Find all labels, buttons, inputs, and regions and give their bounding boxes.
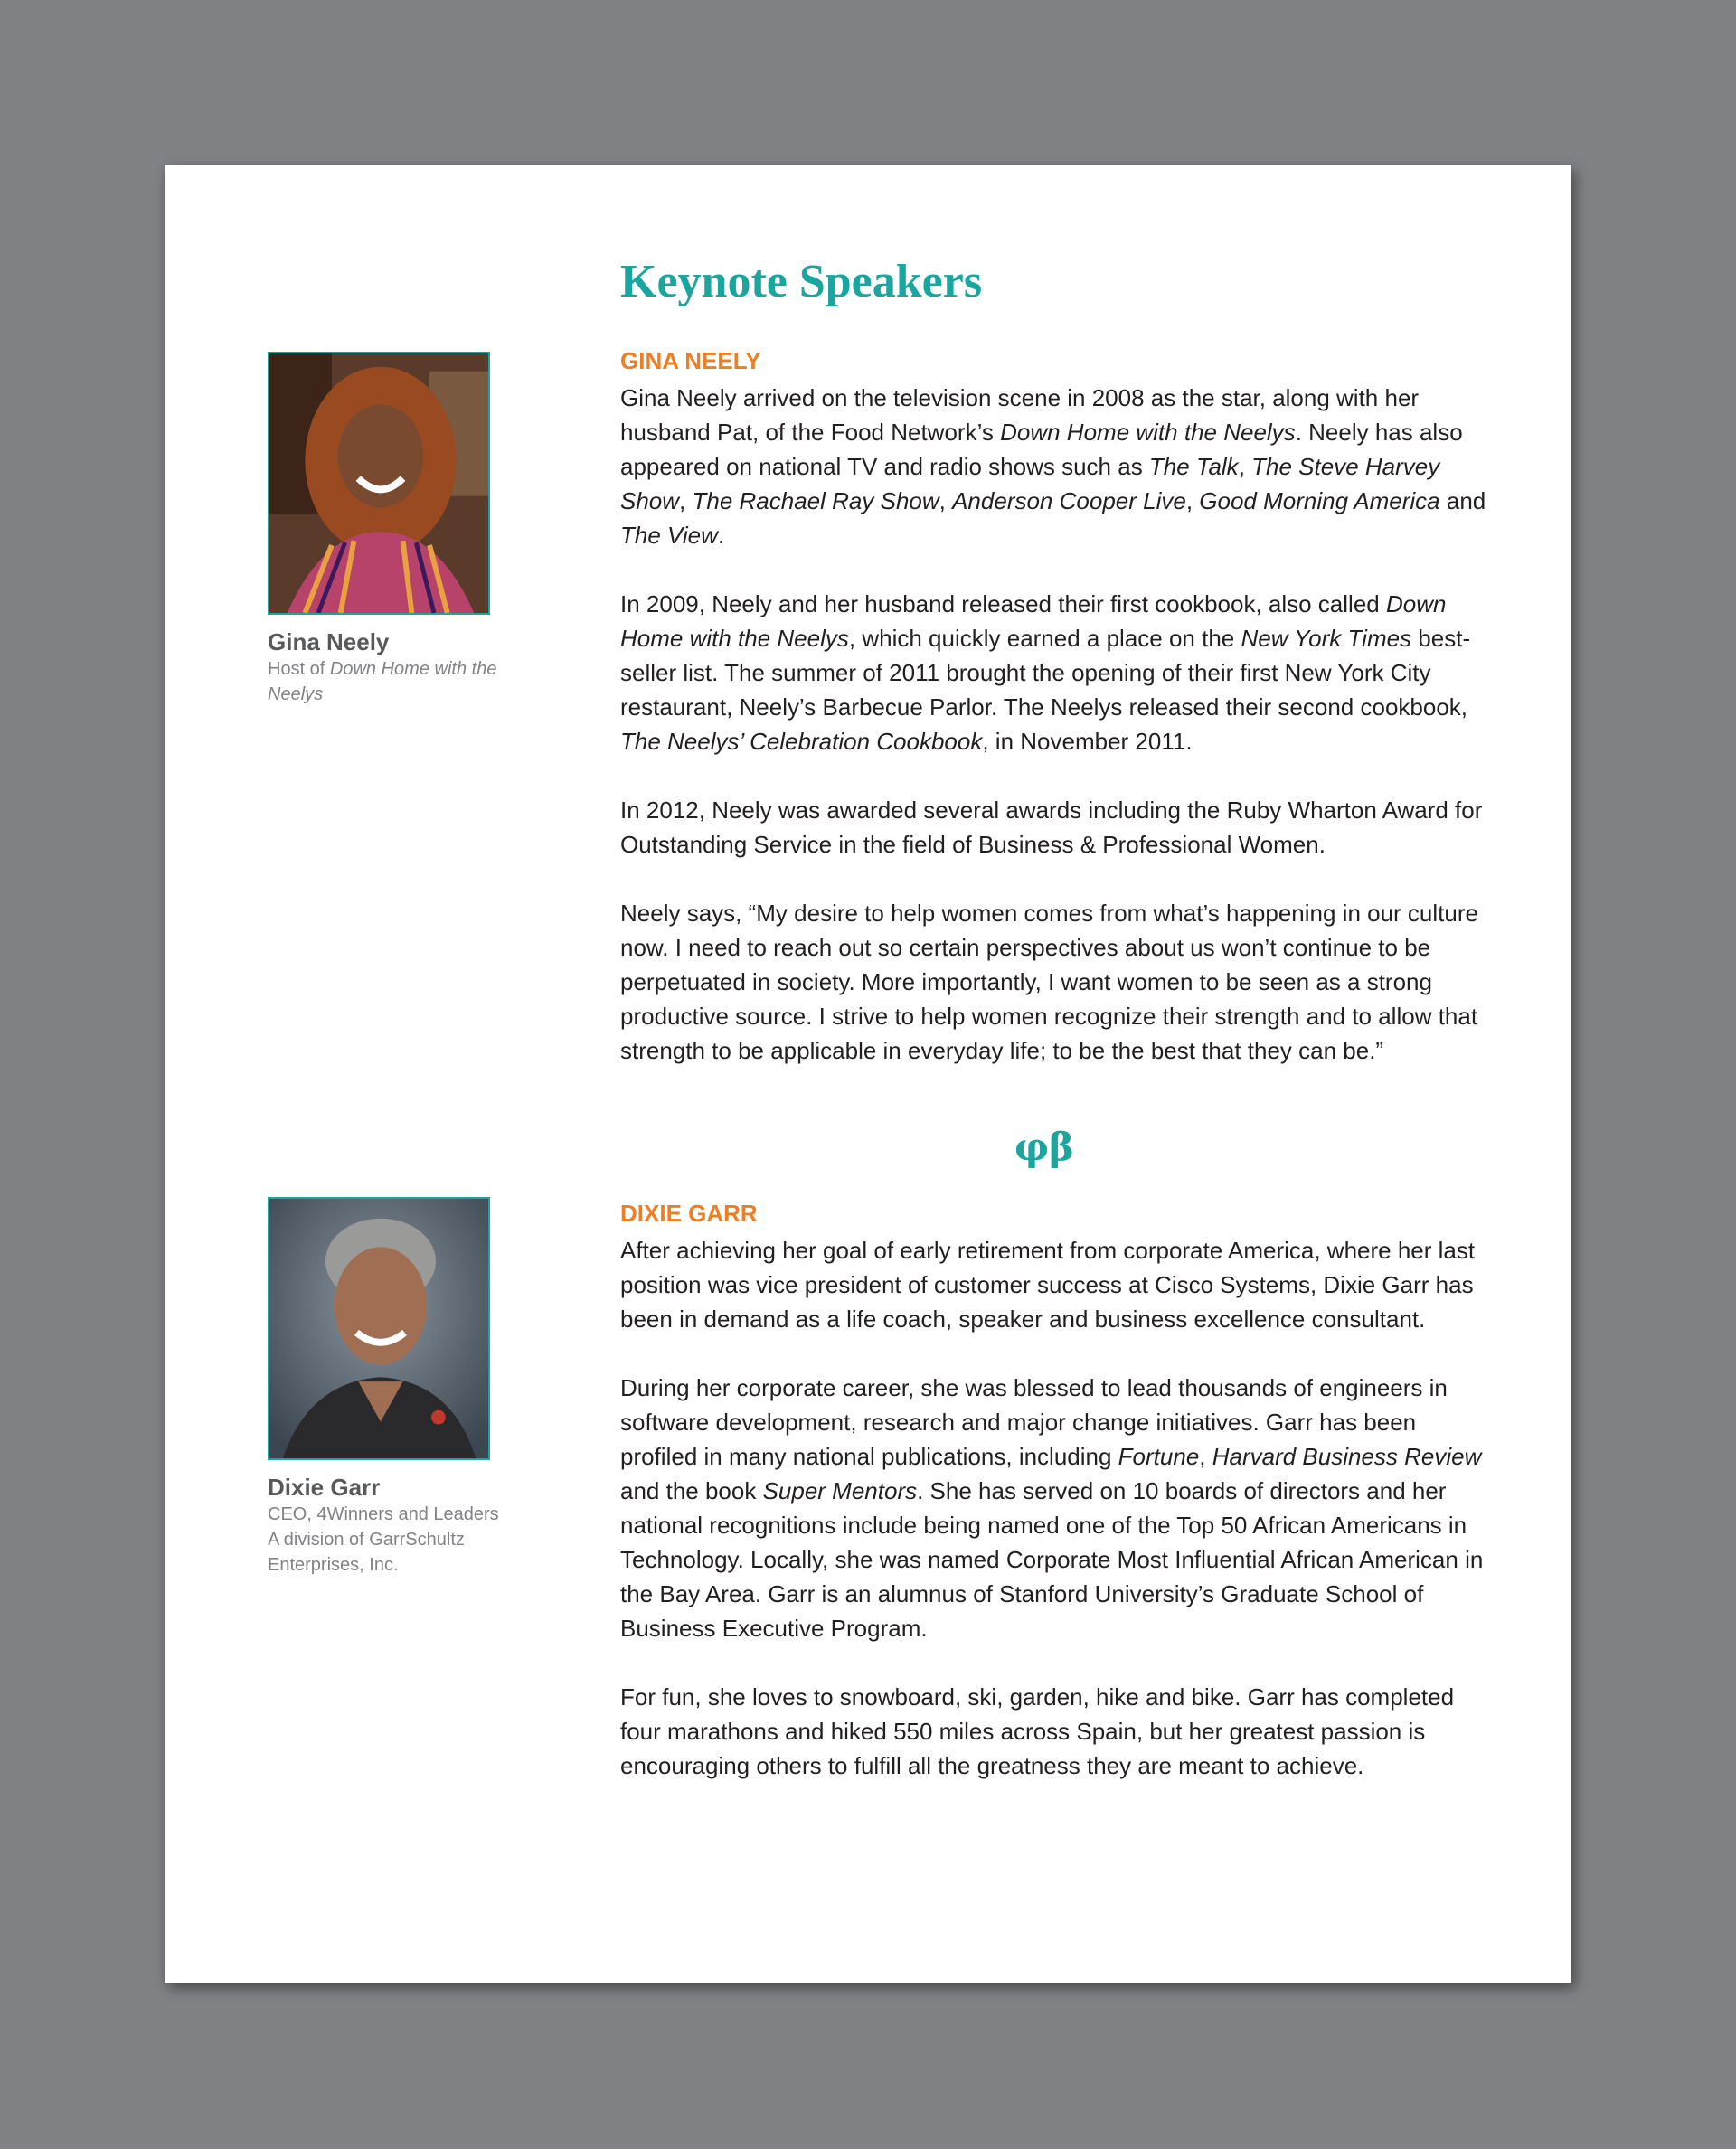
section-divider-ornament: φβ xyxy=(1014,1125,1074,1169)
bio-paragraph: In 2009, Neely and her husband released their first cookbook, also called Down Home with the Neelys, which quickly earned a place on the New York Times best-seller list. The summer of 2011 brought the opening of their first New York City restaurant, Neely’s Barbecue Parlor. The Neelys released their second cookbook, The Neelys’ Celebration Cookbook, in November 2011. xyxy=(620,590,1471,756)
speaker-sidebar-gina xyxy=(268,352,539,707)
speaker-bio-dixie xyxy=(620,1200,1488,1817)
bio-paragraph: After achieving her goal of early retirement from corporate America, where her last position was vice president of customer success at Cisco Systems, Dixie Garr has been in demand as a life coach, speaker and business excellence consultant. xyxy=(620,1237,1476,1334)
speaker-bio-gina xyxy=(620,347,1488,1102)
caption-name: Dixie Garr xyxy=(268,1474,381,1501)
speaker-sidebar-dixie xyxy=(268,1197,539,1578)
speaker-photo-dixie-garr xyxy=(268,1197,490,1460)
bio-paragraph: During her corporate career, she was blessed to lead thousands of engineers in software development, research and major change initiatives. Garr has been profiled in many national publications, including Fortune, Harvard Business Review and the book Super Mentors. She has served on 10 boards of directors and her national recognitions include being named one of the Top 50 African Americans in Technology. Locally, she was named Corporate Most Influential African American in the Bay Area. Garr is an alumnus of Stanford University’s Graduate School of Business Executive Program. xyxy=(620,1374,1484,1643)
caption-name: Gina Neely xyxy=(268,628,390,655)
bio-paragraph: For fun, she loves to snowboard, ski, garden, hike and bike. Garr has completed four marathons and hiked 550 miles across Spain, but her greatest passion is encouraging others to fulfill all the greatness they are meant to achieve. xyxy=(620,1683,1455,1780)
speaker-photo-gina-neely xyxy=(268,352,490,615)
speaker-heading: DIXIE GARR xyxy=(620,1200,758,1227)
speaker-heading: GINA NEELY xyxy=(620,347,761,374)
caption-role: Host of Down Home with the Neelys xyxy=(268,658,497,704)
bio-paragraph: Neely says, “My desire to help women comes from what’s happening in our culture now. I need to reach out so certain perspectives about us won’t continue to be perpetuated in society. More importantly, I want women to be seen as a strong productive source. I strive to help women recognize their strength and to allow that strength to be applicable in everyday life; to be the best that they can be.” xyxy=(620,900,1478,1065)
document-page xyxy=(165,165,1571,1983)
bio-paragraph: Gina Neely arrived on the television scene in 2008 as the star, along with her husband Pat, of the Food Network’s Down Home with the Neelys. Neely has also appeared on national TV and radio shows such as The Talk, The Steve Harvey Show, The Rachael Ray Show, Anderson Cooper Live, Good Morning America and The View. xyxy=(620,384,1486,550)
caption-role: CEO, 4Winners and Leaders A division of GarrSchultz Enterprises, Inc. xyxy=(268,1503,499,1575)
bio-paragraph: In 2012, Neely was awarded several awards including the Ruby Wharton Award for Outstanding Service in the field of Business & Professional Women. xyxy=(620,796,1483,859)
page-title: Keynote Speakers xyxy=(620,256,983,307)
